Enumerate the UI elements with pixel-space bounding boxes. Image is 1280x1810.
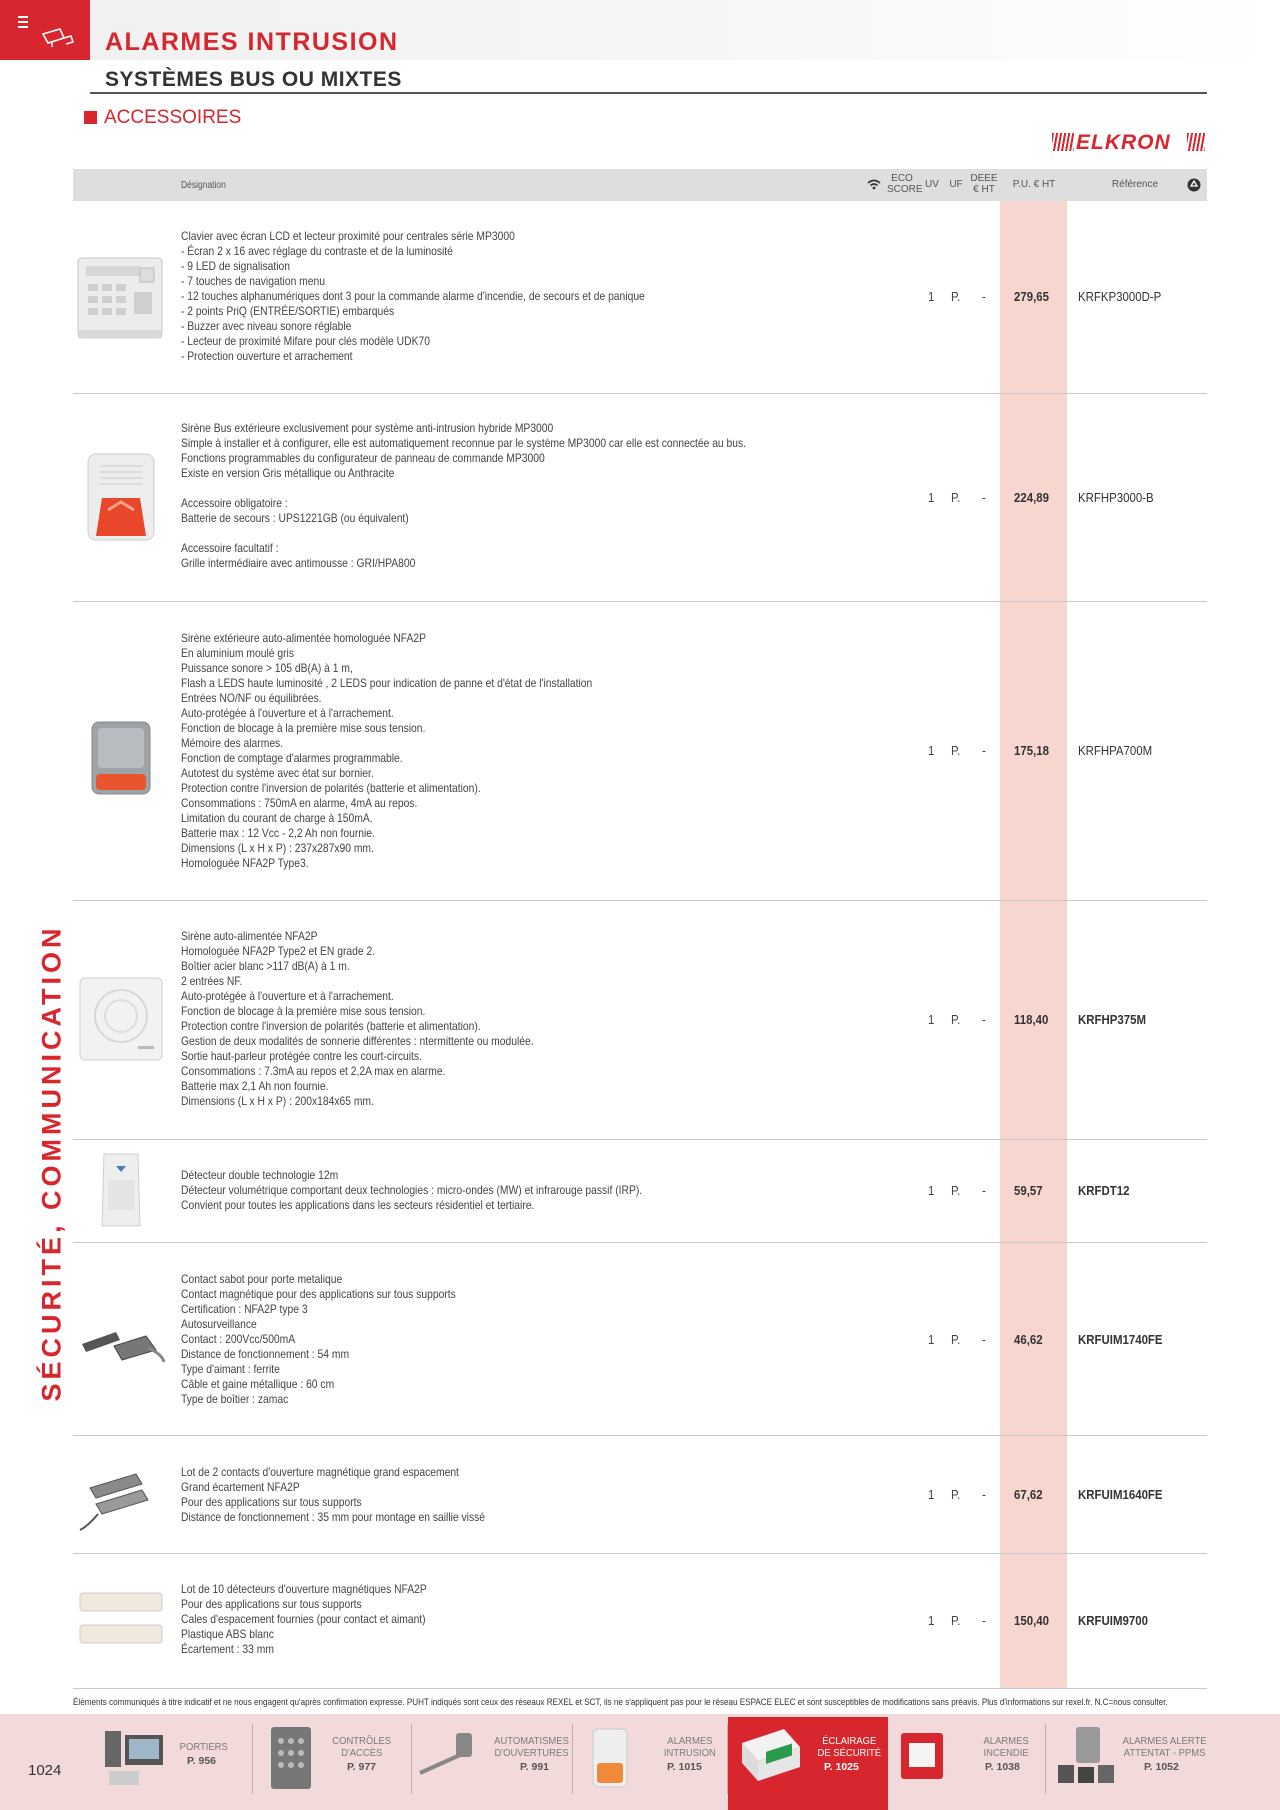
unit-price: 59,57: [1014, 1183, 1043, 1198]
uv-value: 1: [928, 289, 935, 304]
camera-icon: [40, 26, 76, 48]
deee-value: -: [982, 1332, 986, 1347]
deee-value: -: [982, 490, 986, 505]
product-description: Sirène auto-alimentée NFA2P Homologuée NFA2P Type2 et EN grade 2. Boîtier acier blanc >117 dB(A) à 1 m. 2 entrées NF. Auto-protégée à l'ouverture et à l'arrachement. Fonction de blocage à la première mise sous tension. Protection contre l'inversion de polarités (batterie et alimentation). Gestion de deux modalités de sonnerie différentes : ntermittente ou modulée. Sortie haut-parleur protégée contre les court-circuits. Consommations : 7.3mA au repos et 2,2A max en alarme. Batterie max 2,1 Ah non fournie. Dimensions (L x H x P) : 200x184x65 mm.: [181, 929, 534, 1108]
uf-value: P.: [951, 1487, 961, 1502]
nav-page: P. 956: [187, 1755, 217, 1767]
nav-controles-acces[interactable]: [259, 1717, 409, 1806]
page-subtitle: SYSTÈMES BUS OU MIXTES: [105, 68, 402, 91]
unit-price: 67,62: [1014, 1487, 1043, 1502]
disclaimer: Éléments communiqués à titre indicatif et ne nous engagent qu'après confirmation expresse. PUHT indiqués sont ceux des réseaux REXEL et SCT, ils ne s'appliquent pas pour le réseau ESPACE ELEC et sont susceptibles de modifications sans préavis. Plus d'informations sur rexel.fr. N.C=nous consulter.: [73, 1697, 1168, 1707]
nav-label: AUTOMATISMES D'OUVERTURES: [494, 1735, 569, 1759]
menu-icon[interactable]: [18, 16, 28, 28]
nav-separator: [411, 1724, 412, 1794]
product-reference[interactable]: KRFKP3000D-P: [1078, 289, 1162, 304]
row-divider: [73, 1242, 1207, 1243]
nav-label: ALARMES INTRUSION: [663, 1735, 716, 1759]
unit-price: 224,89: [1014, 490, 1049, 505]
page-number: 1024: [28, 1762, 62, 1779]
nav-alarmes-alerte-ppms[interactable]: [1050, 1717, 1230, 1806]
page-title: ALARMES INTRUSION: [105, 28, 399, 56]
product-description: Clavier avec écran LCD et lecteur proximité pour centrales série MP3000 - Écran 2 x 16 avec réglage du contraste et de la luminosité - 9 LED de signalisation - 7 touches de navigation menu - 12 touches alphanumériques dont 3 pour la commande alarme d'incendie, de secours et de panique - 2 points PriQ (ENTRÉE/SORTIE) embarqués - Buzzer avec niveau sonore réglable - Lecteur de proximité Mifare pour clés modèle UDK70 - Protection ouverture et arrachement: [181, 229, 645, 363]
row-divider: [73, 393, 1207, 394]
nav-automatismes[interactable]: [416, 1717, 569, 1806]
product-description: Sirène Bus extérieure exclusivement pour système anti-intrusion hybride MP3000 Simple à installer et à configurer, elle est automatiquement reconnue par le système MP3000 car elle est connectée au bus. Fonctions programmables du configurateur de panneau de commande MP3000 Existe en version Gris métallique ou Anthracite Accessoire obligatoire : Batterie de secours : UPS1221GB (ou équivalent) Accessoire facultatif : Grille intermédiaire avec antimousse : GRI/HPA800: [181, 421, 747, 570]
deee-value: -: [982, 1487, 986, 1502]
product-description: Lot de 2 contacts d'ouverture magnétique grand espacement Grand écartement NFA2P Pour des applications sur tous supports Distance de fonctionnement : 35 mm pour montage en saillie vissé: [181, 1465, 486, 1524]
unit-price: 279,65: [1014, 289, 1049, 304]
nav-label: ÉCLAIRAGE DE SÉCURITÉ: [817, 1735, 882, 1759]
header-designation: Désignation: [181, 180, 226, 191]
intercom-icon: [101, 1725, 167, 1791]
header-uv: UV: [925, 179, 939, 190]
nav-label: PORTIERS: [179, 1741, 228, 1753]
product-reference[interactable]: KRFUIM1740FE: [1078, 1332, 1163, 1347]
row-divider: [73, 1688, 1207, 1689]
deee-value: -: [982, 1183, 986, 1198]
magnetic-contact-image: [76, 1460, 166, 1540]
subtitle-divider: [90, 92, 1207, 94]
recycle-icon: [1187, 178, 1201, 192]
unit-price: 46,62: [1014, 1332, 1043, 1347]
siren-image: [76, 718, 166, 798]
price-column-highlight: [1000, 201, 1067, 1688]
deee-value: -: [982, 289, 986, 304]
nav-portiers[interactable]: [95, 1717, 245, 1806]
nav-page: P. 1052: [1144, 1761, 1179, 1773]
header-reference: Référence: [1111, 179, 1159, 190]
uv-value: 1: [928, 1613, 935, 1628]
nav-page: P. 1015: [667, 1761, 702, 1773]
keypad-icon: [265, 1725, 317, 1791]
nav-separator: [1045, 1724, 1046, 1794]
product-description: Contact sabot pour porte metalique Contact magnétique pour des applications sur tous supports Certification : NFA2P type 3 Autosurveillance Contact : 200Vcc/500mA Distance de fonctionnement : 54 mm Type d'aimant : ferrite Câble et gaine métallique : 60 cm Type de boîtier : zamac: [181, 1272, 456, 1406]
product-description: Détecteur double technologie 12m Détecteur volumétrique comportant deux technologies : micro-ondes (MW) et infrarouge passif (IRP). Convient pour toutes les applications dans les secteurs résidentiel et tertiaire.: [181, 1168, 643, 1212]
unit-price: 150,40: [1014, 1613, 1049, 1628]
nav-eclairage-securite[interactable]: [728, 1717, 888, 1810]
nav-separator: [252, 1724, 253, 1794]
table-header: [73, 169, 1207, 201]
nav-label: CONTRÔLES D'ACCÈS: [332, 1735, 392, 1759]
product-description: Lot de 10 détecteurs d'ouverture magnétiques NFA2P Pour des applications sur tous supports Cales d'espacement fournies (pour contact et aimant) Plastique ABS blanc Écartement : 33 mm: [181, 1582, 427, 1656]
product-reference[interactable]: KRFDT12: [1078, 1183, 1130, 1198]
section-marker: [84, 111, 97, 124]
nav-separator: [572, 1724, 573, 1794]
gate-motor-icon: [416, 1725, 482, 1791]
uv-value: 1: [928, 1012, 935, 1027]
nav-alarmes-intrusion[interactable]: [577, 1717, 722, 1806]
nav-page: P. 977: [347, 1761, 377, 1773]
uv-value: 1: [928, 743, 935, 758]
nav-label: ALARMES ALERTE ATTENTAT - PPMS: [1122, 1735, 1207, 1759]
ppms-alarm-icon: [1054, 1725, 1120, 1791]
nav-label: ALARMES INCENDIE: [983, 1735, 1029, 1759]
uv-value: 1: [928, 1332, 935, 1347]
product-reference[interactable]: KRFUIM9700: [1078, 1613, 1148, 1628]
uf-value: P.: [951, 289, 961, 304]
product-description: Sirène extérieure auto-alimentée homologuée NFA2P En aluminium moulé gris Puissance sonore > 105 dB(A) à 1 m, Flash a LEDS haute luminosité , 2 LEDS pour indication de panne et d'état de l'installation Entrées NO/NF ou équilibrées. Auto-protégée à l'ouverture et à l'arrachement. Fonction de blocage à la première mise sous tension. Mémoire des alarmes. Fonction de comptage d'alarmes programmable. Autotest du système avec état sur bornier. Protection contre l'inversion de polarités (batterie et alimentation). Consommations : 750mA en alarme, 4mA au repos. Limitation du courant de charge à 150mA. Batterie max : 12 Vcc - 2,2 Ah non fournie. Dimensions (L x H x P) : 237x287x90 mm. Homologuée NFA2P Type3.: [181, 631, 593, 870]
header-unit-price: P.U. € HT: [1012, 179, 1056, 190]
row-divider: [73, 1553, 1207, 1554]
deee-value: -: [982, 743, 986, 758]
product-reference[interactable]: KRFUIM1640FE: [1078, 1487, 1163, 1502]
product-reference[interactable]: KRFHPA700M: [1078, 743, 1153, 758]
header-uf: UF: [949, 179, 963, 190]
uf-value: P.: [951, 490, 961, 505]
uv-value: 1: [928, 1487, 935, 1502]
row-divider: [73, 900, 1207, 901]
header-deee: DEEE € HT: [970, 173, 998, 195]
deee-value: -: [982, 1012, 986, 1027]
header-eco-score: ECO SCORE: [887, 173, 923, 195]
side-category-label: SÉCURITÉ, COMMUNICATION: [36, 924, 67, 1402]
uv-value: 1: [928, 490, 935, 505]
nav-page: P. 1025: [824, 1761, 859, 1773]
siren-image: [76, 974, 166, 1064]
siren-icon: [585, 1725, 635, 1791]
unit-price: 118,40: [1014, 1012, 1049, 1027]
row-divider: [73, 1435, 1207, 1436]
keypad-image: [76, 252, 166, 342]
wifi-icon: [867, 179, 881, 190]
nav-page: P. 1038: [985, 1761, 1020, 1773]
emergency-light-icon: [738, 1725, 804, 1791]
uv-value: 1: [928, 1183, 935, 1198]
row-divider: [73, 601, 1207, 602]
row-divider: [73, 1139, 1207, 1140]
brand-logo: [1052, 131, 1207, 153]
uf-value: P.: [951, 743, 961, 758]
nav-alarmes-incendie[interactable]: [893, 1717, 1043, 1806]
nav-page: P. 991: [520, 1761, 550, 1773]
section-title: ACCESSOIRES: [104, 107, 242, 128]
uf-value: P.: [951, 1613, 961, 1628]
door-contact-image: [76, 1585, 166, 1655]
magnetic-contact-image: [76, 1310, 166, 1380]
detector-image: [76, 1150, 166, 1230]
uf-value: P.: [951, 1332, 961, 1347]
product-reference[interactable]: KRFHP375M: [1078, 1012, 1147, 1027]
uf-value: P.: [951, 1183, 961, 1198]
siren-image: [76, 450, 166, 546]
product-reference[interactable]: KRFHP3000-B: [1078, 490, 1154, 505]
brand-name: ELKRON: [1076, 131, 1171, 154]
uf-value: P.: [951, 1012, 961, 1027]
deee-value: -: [982, 1613, 986, 1628]
fire-alarm-icon: [897, 1725, 947, 1791]
unit-price: 175,18: [1014, 743, 1049, 758]
